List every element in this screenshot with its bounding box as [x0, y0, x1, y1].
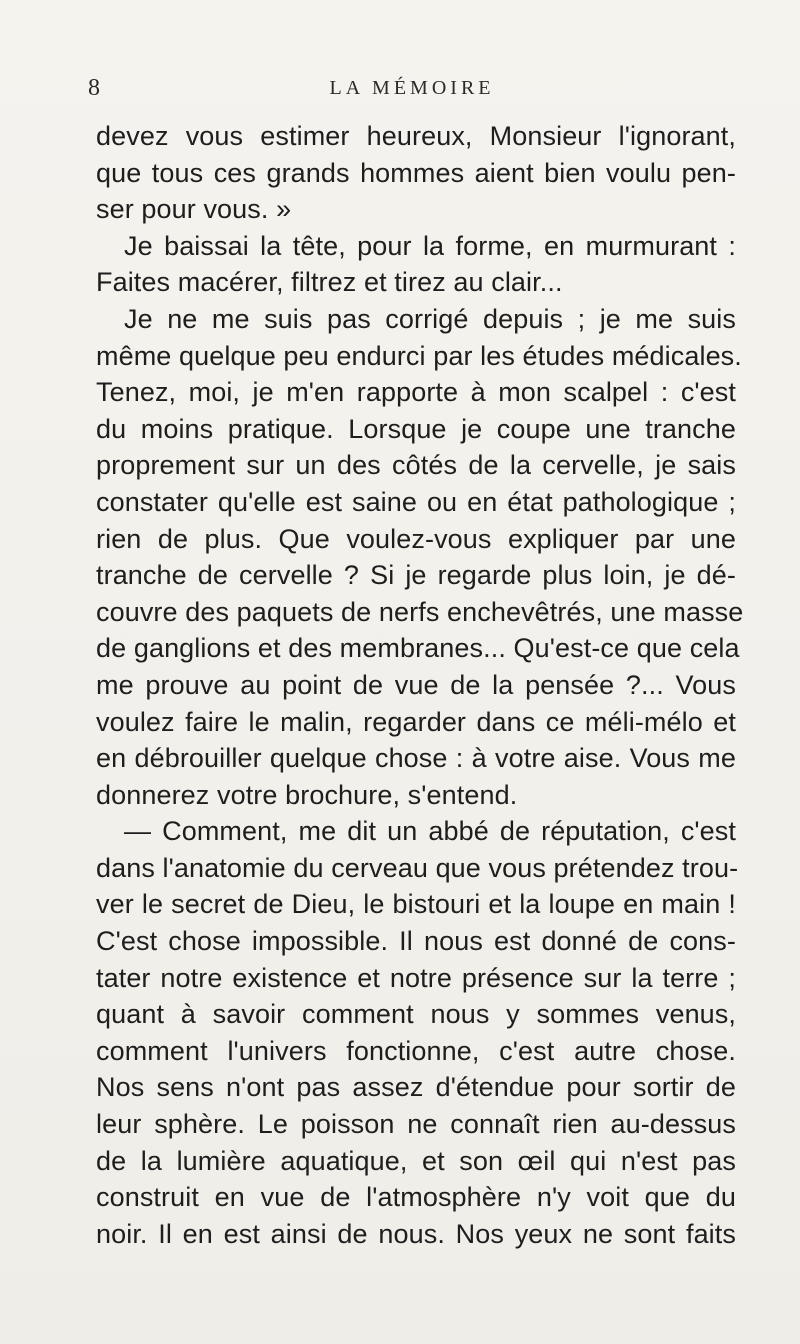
text-line: comment l'univers fonctionne, c'est autre chose.: [96, 1035, 736, 1066]
text-line: noir. Il en est ainsi de nous. Nos yeux ne sont faits: [96, 1218, 736, 1249]
text-line: constater qu'elle est saine ou en état pathologique ;: [96, 486, 736, 517]
text-line: Je baissai la tête, pour la forme, en murmurant :: [124, 230, 736, 261]
page-number: 8: [88, 75, 100, 101]
text-line: même quelque peu endurci par les études médicales.: [96, 340, 742, 371]
text-line: tranche de cervelle ? Si je regarde plus loin, je dé-: [96, 560, 736, 591]
text-line: Tenez, moi, je m'en rapporte à mon scalpel : c'est: [96, 377, 736, 408]
text-line: proprement sur un des côtés de la cervelle, je sais: [96, 450, 736, 481]
text-line: devez vous estimer heureux, Monsieur l'ignorant,: [96, 121, 736, 151]
text-line: en débrouiller quelque chose : à votre aise. Vous me: [96, 743, 736, 774]
text-line: ser pour vous. »: [96, 194, 292, 225]
text-line: leur sphère. Le poisson ne connaît rien au-dessus: [96, 1109, 736, 1140]
page-header: [0, 72, 800, 104]
text-line: construit en vue de l'atmosphère n'y voit que du: [96, 1182, 736, 1213]
text-line: que tous ces grands hommes aient bien voulu pen-: [96, 157, 736, 188]
text-line: rien de plus. Que voulez-vous expliquer par une: [96, 523, 736, 554]
text-line: me prouve au point de vue de la pensée ?... Vous: [96, 669, 736, 700]
text-line: de ganglions et des membranes... Qu'est-ce que cela: [96, 633, 740, 664]
text-line: — Comment, me dit un abbé de réputation, c'est: [124, 816, 736, 847]
text-line: voulez faire le malin, regarder dans ce méli-mélo et: [96, 706, 736, 737]
text-line: quant à savoir comment nous y sommes venus,: [96, 999, 736, 1030]
text-line: du moins pratique. Lorsque je coupe une tranche: [96, 413, 736, 444]
text-line: C'est chose impossible. Il nous est donné de cons-: [96, 926, 736, 957]
text-line: ver le secret de Dieu, le bistouri et la loupe en main !: [96, 889, 736, 920]
text-line: Je ne me suis pas corrigé depuis ; je me suis: [124, 303, 736, 334]
text-line: de la lumière aquatique, et son œil qui n'est pas: [96, 1145, 736, 1176]
running-title: LA MÉMOIRE: [329, 77, 495, 99]
text-line: Faites macérer, filtrez et tirez au clair...: [96, 267, 563, 298]
body-text: [96, 118, 744, 1252]
text-line: couvre des paquets de nerfs enchevêtrés, une masse: [96, 596, 744, 627]
text-line: tater notre existence et notre présence sur la terre ;: [96, 962, 736, 993]
text-line: Nos sens n'ont pas assez d'étendue pour sortir de: [96, 1072, 736, 1103]
text-line: dans l'anatomie du cerveau que vous prétendez trou-: [96, 852, 739, 883]
text-line: donnerez votre brochure, s'entend.: [96, 779, 518, 810]
